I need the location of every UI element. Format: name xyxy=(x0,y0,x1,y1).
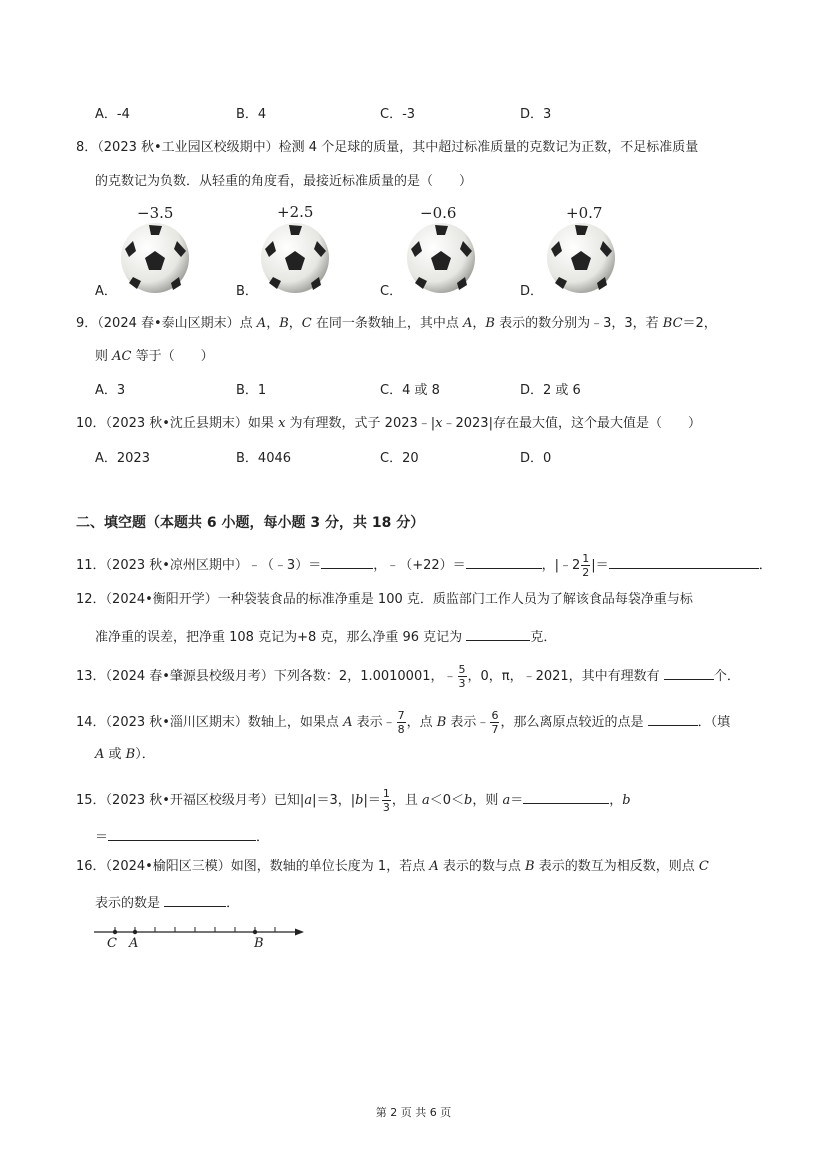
answer-blank[interactable] xyxy=(466,555,542,569)
q10-option-a: A．2023 xyxy=(95,451,150,466)
point-b xyxy=(253,930,257,934)
q9-line1: 9．（2024 春•泰山区期末）点 A，B，C 在同一条数轴上，其中点 A，B 表示的数分别为﹣3，3，若 BC＝2， xyxy=(76,316,717,331)
answer-blank[interactable] xyxy=(523,790,609,804)
q10-text: 10．（2023 秋•沈丘县期末）如果 x 为有理数，式子 2023﹣|x﹣2023|存在最大值，这个最大值是（ ） xyxy=(76,416,701,431)
point-c xyxy=(113,930,117,934)
answer-blank[interactable] xyxy=(108,827,256,841)
ball-c-label: C． xyxy=(380,284,403,299)
ball-b-value: +2.5 xyxy=(277,203,314,221)
ball-b-label: B． xyxy=(236,284,258,299)
label-b: B xyxy=(254,936,264,951)
q16-line2: 表示的数是 ． xyxy=(95,893,239,910)
soccer-ball-icon xyxy=(545,221,617,295)
point-a xyxy=(133,930,137,934)
q9-option-a: A．3 xyxy=(95,383,126,398)
answer-blank[interactable] xyxy=(648,712,698,726)
answer-blank[interactable] xyxy=(664,666,714,680)
number-line-ticks xyxy=(115,927,275,932)
q9-option-c: C．4 或 8 xyxy=(380,383,440,398)
answer-blank[interactable] xyxy=(609,555,759,569)
q15-line2: ＝ ． xyxy=(95,827,269,844)
soccer-ball-icon xyxy=(405,221,477,295)
q7-option-b: B．4 xyxy=(236,107,267,122)
question-13: 13．（2024 春•肇源县校级月考）下列各数：2，1.0010001，﹣ $\frac{5}{3}$ ，0，π，﹣2021，其中有理数有 个． xyxy=(76,663,740,690)
answer-blank[interactable] xyxy=(164,893,226,907)
q9-option-b: B．1 xyxy=(236,383,267,398)
soccer-ball-icon xyxy=(119,221,191,295)
ball-a-label: A． xyxy=(95,284,117,299)
q14-line1: 14．（2023 秋•淄川区期末）数轴上，如果点 A 表示﹣ $\frac{7}{8}$ ，点 B 表示﹣ $\frac{6}{7}$ ，那么离原点较近的点是 ．（填 xyxy=(76,709,731,736)
ball-c-value: −0.6 xyxy=(420,204,457,222)
q12-line2: 准净重的误差，把净重 108 克记为+8 克，那么净重 96 克记为 克． xyxy=(95,627,556,644)
number-line-diagram xyxy=(90,922,310,954)
q7-option-c: C．-3 xyxy=(380,107,416,122)
label-c: C xyxy=(107,936,117,951)
question-11: 11．（2023 秋•凉州区期中）﹣（﹣3）＝ ，﹣（+22）＝ ，|﹣2 $\frac{1}{2}$ |＝ ． xyxy=(76,552,772,579)
section-title: 二、填空题（本题共 6 小题，每小题 3 分，共 18 分） xyxy=(76,515,425,531)
ball-a-value: −3.5 xyxy=(137,204,174,222)
answer-blank[interactable] xyxy=(466,627,530,641)
q8-line2: 的克数记为负数．从轻重的角度看，最接近标准质量的是（ ） xyxy=(95,174,473,189)
q8-line1: 8．（2023 秋•工业园区校级期中）检测 4 个足球的质量，其中超过标准质量的克数记为正数，不足标准质量 xyxy=(76,140,699,155)
page-footer: 第 2 页 共 6 页 xyxy=(375,1106,452,1119)
q9-option-d: D．2 或 6 xyxy=(520,383,581,398)
q10-option-d: D．0 xyxy=(520,451,552,466)
label-a: A xyxy=(129,936,139,951)
q10-option-c: C．20 xyxy=(380,451,419,466)
ball-d-value: +0.7 xyxy=(566,204,603,222)
q9-line2: 则 AC 等于（ ） xyxy=(95,349,214,364)
q7-option-a: A．-4 xyxy=(95,107,130,122)
q10-option-b: B．4046 xyxy=(236,451,292,466)
answer-blank[interactable] xyxy=(321,555,373,569)
q14-line2: A 或 B）． xyxy=(95,747,155,762)
q12-line1: 12．（2024•衡阳开学）一种袋装食品的标准净重是 100 克．质监部门工作人员为了解该食品每袋净重与标 xyxy=(76,592,693,607)
q16-line1: 16．（2024•榆阳区三模）如图，数轴的单位长度为 1，若点 A 表示的数与点 B 表示的数互为相反数，则点 C xyxy=(76,859,709,874)
q15-line1: 15．（2023 秋•开福区校级月考）已知|a|＝3，|b|＝ $\frac{1}{3}$ ，且 a＜0＜b，则 a＝ ，b xyxy=(76,787,631,814)
arrow-icon xyxy=(295,929,304,936)
soccer-ball-icon xyxy=(259,221,331,295)
q7-option-d: D．3 xyxy=(520,107,552,122)
ball-d-label: D． xyxy=(520,284,544,299)
